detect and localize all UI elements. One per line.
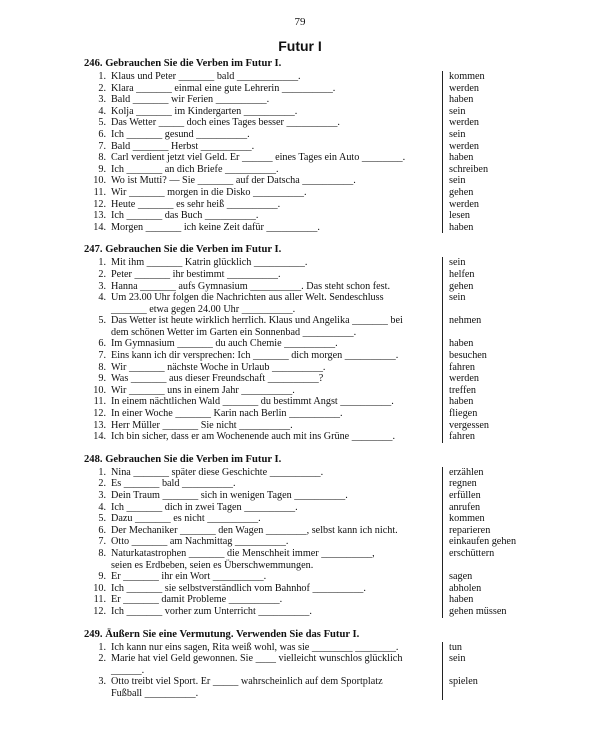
item-number: 5. xyxy=(98,117,106,129)
sentence-line: Otto treibt viel Sport. Er _____ wahrscheinlich auf dem Sportplatz xyxy=(111,676,383,688)
sentence-line: Ich _______ sie selbstverständlich vom Bahnhof __________. xyxy=(111,582,366,594)
item-sentence xyxy=(111,676,442,699)
sentence-line: Carl verdient jetzt viel Geld. Er ______ eines Tages ein Auto ________. xyxy=(111,152,406,164)
exercise-item xyxy=(84,396,524,408)
sentence-line: Bald _______ wir Ferien __________. xyxy=(111,94,270,106)
verb-hint xyxy=(442,129,529,141)
verb-hint xyxy=(442,385,529,397)
item-sentence xyxy=(111,141,442,153)
sentence-line: Klaus und Peter _______ bald ____________. xyxy=(111,71,301,82)
exercise-section xyxy=(84,243,524,443)
item-sentence xyxy=(111,420,442,432)
verb-hint xyxy=(442,502,529,514)
item-sentence xyxy=(111,385,442,397)
exercise-item xyxy=(84,281,524,293)
item-number: 6. xyxy=(98,338,106,350)
verb-hint xyxy=(442,338,529,350)
verb-hint xyxy=(442,257,529,269)
item-sentence xyxy=(111,210,442,222)
item-sentence xyxy=(111,117,442,129)
item-number: 5. xyxy=(98,513,106,525)
verb-word: sein xyxy=(449,128,466,140)
item-number: 3. xyxy=(98,676,106,688)
verb-word: helfen xyxy=(449,268,475,280)
verb-hint xyxy=(442,187,529,199)
item-number: 5. xyxy=(98,315,106,327)
exercise-item xyxy=(84,222,524,234)
verb-word: regnen xyxy=(449,478,477,490)
verb-hint xyxy=(442,373,529,385)
verb-word: erschüttern xyxy=(449,547,495,559)
exercise-item xyxy=(84,269,524,281)
verb-word: haben xyxy=(449,221,474,233)
exercise-item xyxy=(84,141,524,153)
item-sentence xyxy=(111,478,442,490)
item-sentence xyxy=(111,606,442,618)
item-number: 4. xyxy=(98,501,106,513)
verb-word: werden xyxy=(449,373,479,385)
verb-hint xyxy=(442,269,529,281)
sentence-line: Wir _______ nächste Woche in Urlaub __________. xyxy=(111,361,326,373)
exercise-item xyxy=(84,94,524,106)
verb-word: werden xyxy=(449,198,479,210)
verb-hint xyxy=(442,71,529,83)
sentence-line: dem schönen Wetter im Garten ein Sonnenbad __________. xyxy=(111,326,357,338)
verb-word: spielen xyxy=(449,676,478,688)
exercise-heading: 246. Gebrauchen Sie die Verben im Futur I. xyxy=(84,58,282,69)
verb-word: kommen xyxy=(449,513,485,525)
verb-word: fliegen xyxy=(449,408,478,420)
exercise-item xyxy=(84,71,524,83)
sentence-line: Fußball __________. xyxy=(111,687,199,699)
verb-word: haben xyxy=(449,152,474,164)
sentence-line: Nina _______ später diese Geschichte __________. xyxy=(111,466,324,478)
item-number: 9. xyxy=(98,373,106,385)
verb-word: sein xyxy=(449,292,466,304)
verb-hint xyxy=(442,396,529,408)
item-number: 7. xyxy=(98,140,106,152)
item-number: 2. xyxy=(98,268,106,280)
exercise-section xyxy=(84,453,524,618)
sentence-line: Klara _______ einmal eine gute Lehrerin __________. xyxy=(111,82,336,94)
item-number: 2. xyxy=(98,478,106,490)
exercise-item xyxy=(84,408,524,420)
verb-hint xyxy=(442,431,529,443)
verb-hint xyxy=(442,606,529,618)
verb-hint xyxy=(442,199,529,211)
exercise-item xyxy=(84,292,524,315)
verb-word: werden xyxy=(449,117,479,129)
item-sentence xyxy=(111,490,442,502)
sentence-line: Hanna _______ aufs Gymnasium __________. Das steht schon fest. xyxy=(111,280,390,292)
exercise-item xyxy=(84,513,524,525)
sentence-line: Das Wetter _____ doch eines Tages besser __________. xyxy=(111,117,340,129)
verb-word: haben xyxy=(449,396,474,408)
exercise-item xyxy=(84,338,524,350)
item-number: 10. xyxy=(93,582,106,594)
verb-hint xyxy=(442,106,529,118)
item-sentence xyxy=(111,222,442,234)
item-sentence xyxy=(111,71,442,83)
item-number: 14. xyxy=(93,431,106,443)
verb-word: sein xyxy=(449,257,466,269)
item-number: 14. xyxy=(93,221,106,233)
verb-hint xyxy=(442,583,529,595)
verb-word: einkaufen gehen xyxy=(449,536,517,548)
item-number: 12. xyxy=(93,605,106,617)
exercise-item xyxy=(84,350,524,362)
sentence-line: Ich _______ dich in zwei Tagen __________. xyxy=(111,501,298,513)
item-number: 9. xyxy=(98,163,106,175)
verb-word: kommen xyxy=(449,71,485,82)
verb-word: werden xyxy=(449,140,479,152)
verb-hint xyxy=(442,642,529,654)
item-sentence xyxy=(111,292,442,315)
sentence-line: In einer Woche _______ Karin nach Berlin __________. xyxy=(111,408,343,420)
item-number: 2. xyxy=(98,653,106,665)
verb-hint xyxy=(442,222,529,234)
item-sentence xyxy=(111,362,442,374)
item-number: 11. xyxy=(93,594,106,606)
sentence-line: Kolja _______ im Kindergarten __________. xyxy=(111,105,298,117)
exercise-item xyxy=(84,653,524,676)
verb-hint xyxy=(442,408,529,420)
verb-word: haben xyxy=(449,338,474,350)
verb-word: sein xyxy=(449,105,466,117)
verb-hint xyxy=(442,210,529,222)
exercise-item xyxy=(84,525,524,537)
sentence-line: Marie hat viel Geld gewonnen. Sie ____ vielleicht wunschlos glücklich xyxy=(111,653,403,665)
verb-word: schreiben xyxy=(449,163,489,175)
verb-hint xyxy=(442,490,529,502)
exercise-item xyxy=(84,676,524,699)
item-sentence xyxy=(111,315,442,338)
exercise-item xyxy=(84,420,524,432)
exercise-item xyxy=(84,187,524,199)
sentence-line: Otto _______ am Nachmittag __________. xyxy=(111,536,289,548)
item-sentence xyxy=(111,373,442,385)
exercise-item xyxy=(84,594,524,606)
item-sentence xyxy=(111,467,442,479)
item-sentence xyxy=(111,350,442,362)
verb-word: gehen xyxy=(449,280,474,292)
verb-hint xyxy=(442,292,529,315)
exercise-item xyxy=(84,583,524,595)
exercise-item xyxy=(84,106,524,118)
exercise-item xyxy=(84,478,524,490)
sentence-line: Ich _______ an dich Briefe __________. xyxy=(111,163,279,175)
verb-word: sein xyxy=(449,175,466,187)
verb-hint xyxy=(442,536,529,548)
exercise-heading: 248. Gebrauchen Sie die Verben im Futur I. xyxy=(84,453,282,465)
exercise-content xyxy=(84,57,524,710)
item-number: 13. xyxy=(93,210,106,222)
item-sentence xyxy=(111,408,442,420)
item-number: 3. xyxy=(98,490,106,501)
sentence-line: Herr Müller _______ Sie nicht __________. xyxy=(111,419,293,431)
item-sentence xyxy=(111,269,442,281)
item-sentence xyxy=(111,199,442,211)
verb-word: sagen xyxy=(449,571,473,583)
item-number: 2. xyxy=(98,82,106,94)
sentence-line: In einem nächtlichen Wald _______ du bestimmt Angst __________. xyxy=(111,396,394,408)
verb-word: abholen xyxy=(449,582,482,594)
verb-hint xyxy=(442,478,529,490)
sentence-line: Dein Traum _______ sich in wenigen Tagen __________. xyxy=(111,490,348,501)
verb-hint xyxy=(442,164,529,176)
verb-hint xyxy=(442,513,529,525)
verb-word: besuchen xyxy=(449,350,487,362)
exercise-heading: 247. Gebrauchen Sie die Verben im Futur I. xyxy=(84,244,282,256)
sentence-line: Wo ist Mutti? — Sie _______ auf der Datscha __________. xyxy=(111,175,356,187)
verb-word: reparieren xyxy=(449,524,491,536)
item-sentence xyxy=(111,281,442,293)
sentence-line: Heute _______ es sehr heiß __________. xyxy=(111,198,281,210)
sentence-line: Dazu _______ es nicht __________. xyxy=(111,513,261,525)
item-sentence xyxy=(111,129,442,141)
exercise-item xyxy=(84,152,524,164)
item-number: 11. xyxy=(93,396,106,408)
sentence-line: Ich _______ gesund __________. xyxy=(111,128,250,140)
sentence-line: Mit ihm _______ Katrin glücklich __________. xyxy=(111,257,308,269)
exercise-item xyxy=(84,175,524,187)
item-number: 4. xyxy=(98,292,106,304)
item-sentence xyxy=(111,583,442,595)
exercise-item xyxy=(84,373,524,385)
sentence-line: Er _______ damit Probleme __________. xyxy=(111,594,283,606)
item-number: 13. xyxy=(93,419,106,431)
verb-word: fahren xyxy=(449,361,476,373)
exercise-item xyxy=(84,385,524,397)
exercise-item xyxy=(84,83,524,95)
verb-word: gehen xyxy=(449,186,474,198)
item-number: 8. xyxy=(98,361,106,373)
sentence-line: Naturkatastrophen _______ die Menschheit immer __________, xyxy=(111,547,375,559)
verb-word: vergessen xyxy=(449,419,489,431)
verb-word: sein xyxy=(449,653,466,665)
item-sentence xyxy=(111,187,442,199)
sentence-line: Ich _______ das Buch __________. xyxy=(111,210,259,222)
verb-hint xyxy=(442,315,529,338)
page-title: Futur I xyxy=(278,38,322,54)
exercise-item xyxy=(84,362,524,374)
item-sentence xyxy=(111,83,442,95)
verb-hint xyxy=(442,141,529,153)
verb-hint xyxy=(442,281,529,293)
exercise-item xyxy=(84,467,524,479)
item-number: 3. xyxy=(98,280,106,292)
item-number: 11. xyxy=(93,186,106,198)
verb-word: haben xyxy=(449,94,474,106)
sentence-line: Es _______ bald __________. xyxy=(111,478,236,490)
verb-hint xyxy=(442,350,529,362)
item-number: 7. xyxy=(98,350,106,362)
exercise-heading: 249. Äußern Sie eine Vermutung. Verwenden Sie das Futur I. xyxy=(84,628,360,640)
exercise-section xyxy=(84,628,524,700)
item-number: 6. xyxy=(98,128,106,140)
verb-word: gehen müssen xyxy=(449,605,507,617)
item-number: 10. xyxy=(93,175,106,187)
item-sentence xyxy=(111,642,442,654)
item-sentence xyxy=(111,431,442,443)
sentence-line: _______ etwa gegen 24.00 Uhr __________. xyxy=(111,303,296,315)
exercise-item xyxy=(84,536,524,548)
verb-hint xyxy=(442,594,529,606)
verb-word: nehmen xyxy=(449,315,482,327)
verb-word: fahren xyxy=(449,431,476,443)
verb-word: tun xyxy=(449,641,463,653)
item-sentence xyxy=(111,502,442,514)
item-sentence xyxy=(111,594,442,606)
item-sentence xyxy=(111,653,442,676)
sentence-line: Peter _______ ihr bestimmt __________. xyxy=(111,268,281,280)
exercise-item xyxy=(84,257,524,269)
item-number: 8. xyxy=(98,152,106,164)
exercise-item xyxy=(84,642,524,654)
exercise-item xyxy=(84,502,524,514)
item-number: 1. xyxy=(98,466,106,478)
sentence-line: Der Mechaniker _______ den Wagen ________, selbst kann ich nicht. xyxy=(111,524,398,536)
item-number: 7. xyxy=(98,536,106,548)
verb-hint xyxy=(442,676,529,699)
exercise-item xyxy=(84,117,524,129)
item-sentence xyxy=(111,548,442,571)
verb-word: treffen xyxy=(449,384,476,396)
sentence-line: Eins kann ich dir versprechen: Ich _______ dich morgen __________. xyxy=(111,350,399,362)
sentence-line: Das Wetter ist heute wirklich herrlich. Klaus und Angelika _______ bei xyxy=(111,315,403,327)
sentence-line: Um 23.00 Uhr folgen die Nachrichten aus aller Welt. Sendeschluss xyxy=(111,292,384,304)
sentence-line: Ich kann nur eins sagen, Rita weiß wohl, was sie ________ ________. xyxy=(111,641,399,653)
item-sentence xyxy=(111,106,442,118)
verb-hint xyxy=(442,117,529,129)
item-sentence xyxy=(111,536,442,548)
verb-hint xyxy=(442,94,529,106)
sentence-line: Was _______ aus dieser Freundschaft __________? xyxy=(111,373,324,385)
verb-hint xyxy=(442,175,529,187)
verb-word: lesen xyxy=(449,210,470,222)
verb-word: haben xyxy=(449,594,474,606)
sentence-line: Wir _______ uns in einem Jahr __________. xyxy=(111,384,295,396)
item-number: 9. xyxy=(98,571,106,583)
item-sentence xyxy=(111,175,442,187)
verb-hint xyxy=(442,525,529,537)
item-sentence xyxy=(111,396,442,408)
exercise-item xyxy=(84,606,524,618)
verb-word: erfüllen xyxy=(449,490,481,501)
item-number: 6. xyxy=(98,524,106,536)
sentence-line: Er _______ ihr ein Wort __________. xyxy=(111,571,267,583)
item-number: 10. xyxy=(93,384,106,396)
item-sentence xyxy=(111,338,442,350)
item-number: 1. xyxy=(98,257,106,269)
exercise-item xyxy=(84,315,524,338)
item-number: 8. xyxy=(98,547,106,559)
exercise-item xyxy=(84,490,524,502)
verb-hint xyxy=(442,653,529,676)
verb-hint xyxy=(442,548,529,571)
verb-word: anrufen xyxy=(449,501,481,513)
sentence-line: seien es Erdbeben, seien es Überschwemmungen. xyxy=(111,559,314,571)
sentence-line: Bald _______ Herbst __________. xyxy=(111,140,255,152)
verb-word: werden xyxy=(449,82,479,94)
verb-hint xyxy=(442,420,529,432)
item-sentence xyxy=(111,513,442,525)
verb-hint xyxy=(442,83,529,95)
sentence-line: ______. xyxy=(111,664,145,676)
item-sentence xyxy=(111,152,442,164)
exercise-item xyxy=(84,571,524,583)
exercise-item xyxy=(84,199,524,211)
item-sentence xyxy=(111,257,442,269)
exercise-item xyxy=(84,548,524,571)
item-number: 1. xyxy=(98,641,106,653)
item-sentence xyxy=(111,164,442,176)
page-number: 79 xyxy=(294,16,306,28)
item-sentence xyxy=(111,525,442,537)
verb-hint xyxy=(442,152,529,164)
exercise-item xyxy=(84,129,524,141)
sentence-line: Ich bin sicher, dass er am Wochenende auch mit ins Grüne ________. xyxy=(111,431,396,443)
verb-hint xyxy=(442,362,529,374)
verb-word: erzählen xyxy=(449,466,484,478)
item-number: 12. xyxy=(93,198,106,210)
item-number: 1. xyxy=(98,71,106,82)
item-number: 12. xyxy=(93,408,106,420)
verb-hint xyxy=(442,571,529,583)
verb-hint xyxy=(442,467,529,479)
sentence-line: Im Gymnasium _______ du auch Chemie __________. xyxy=(111,338,338,350)
exercise-item xyxy=(84,210,524,222)
sentence-line: Ich _______ vorher zum Unterricht __________. xyxy=(111,605,312,617)
item-sentence xyxy=(111,571,442,583)
item-number: 4. xyxy=(98,105,106,117)
exercise-item xyxy=(84,431,524,443)
exercise-item xyxy=(84,164,524,176)
item-sentence xyxy=(111,94,442,106)
exercise-section xyxy=(84,57,524,233)
sentence-line: Morgen _______ ich keine Zeit dafür __________. xyxy=(111,221,320,233)
item-number: 3. xyxy=(98,94,106,106)
sentence-line: Wir _______ morgen in die Disko __________. xyxy=(111,186,307,198)
